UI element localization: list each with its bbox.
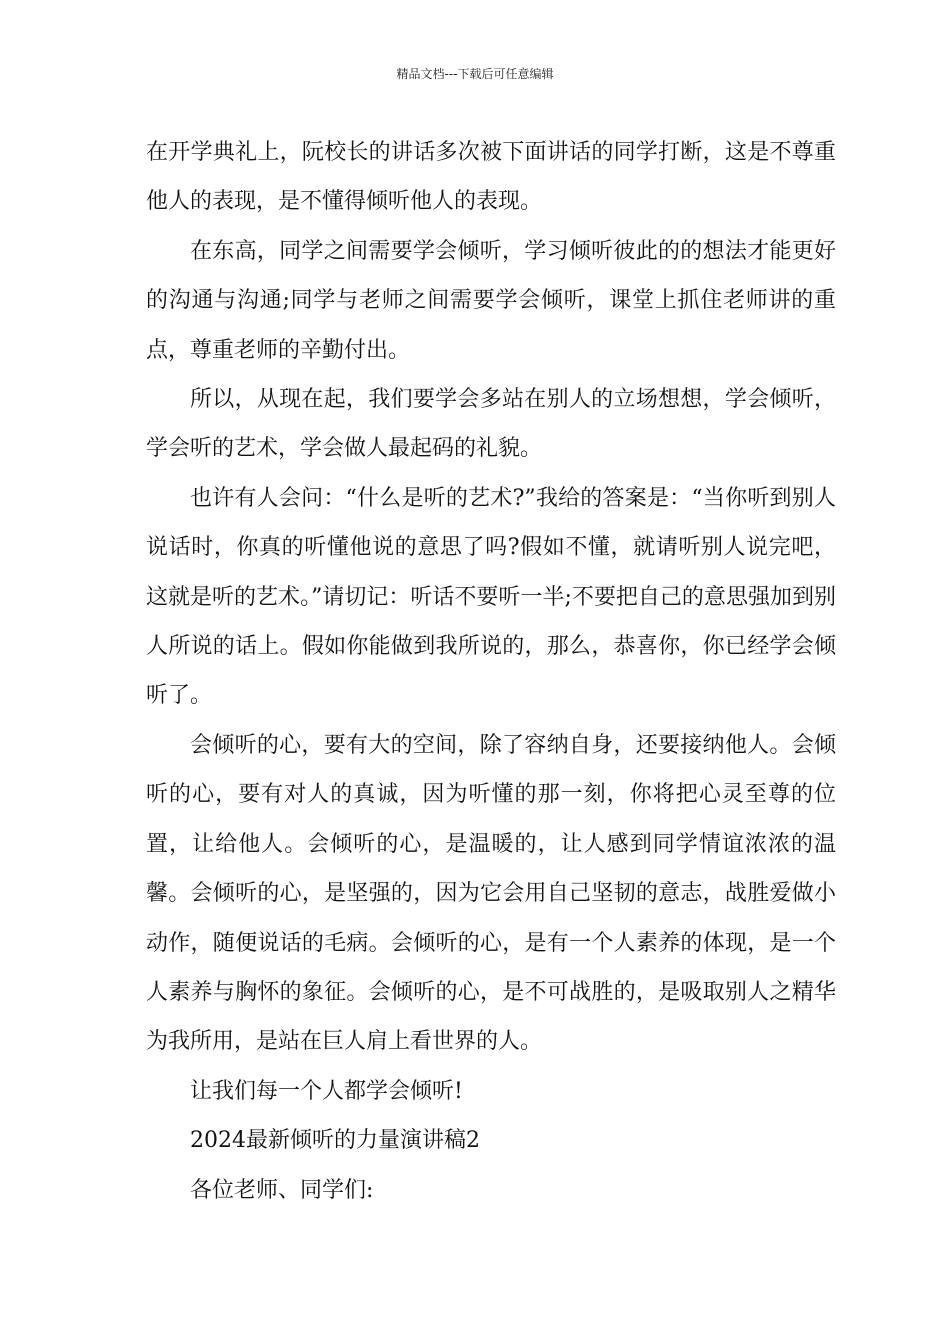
document-body: [146, 128, 836, 1215]
paragraph-2: 在东高，同学之间需要学会倾听，学习倾听彼此的的想法才能更好的沟通与沟通;同学与老师之间需要学会倾听，课堂上抓住老师讲的重点，尊重老师的辛勤付出。: [146, 238, 836, 363]
page-header: 精品文档---下载后可任意编辑: [396, 67, 554, 81]
salutation: 各位老师、同学们:: [190, 1177, 374, 1203]
paragraph-3: 所以，从现在起，我们要学会多站在别人的立场想想，学会倾听，学会听的艺术，学会做人最起码的礼貌。: [146, 387, 836, 462]
paragraph-5: 会倾听的心，要有大的空间，除了容纳自身，还要接纳他人。会倾听的心，要有对人的真诚，因为听懂的那一刻，你将把心灵至尊的位置，让给他人。会倾听的心，是温暖的，让人感到同学情谊浓浓的温馨。会倾听的心，是坚强的，因为它会用自己坚韧的意志，战胜爱做小动作，随便说话的毛病。会倾听的心，是有一个人素养的体现，是一个人素养与胸怀的象征。会倾听的心，是不可战胜的，是吸取别人之精华为我所用，是站在巨人肩上看世界的人。: [146, 732, 836, 1055]
paragraph-4: 也许有人会问：“什么是听的艺术?”我给的答案是：“当你听到别人说话时，你真的听懂他说的意思了吗?假如不懂，就请听别人说完吧，这就是听的艺术。”请切记：听话不要听一半;不要把自己的意思强加到别人所说的话上。假如你能做到我所说的，那么，恭喜你，你已经学会倾听了。: [146, 485, 836, 709]
section-title: 2024最新倾听的力量演讲稿2: [190, 1128, 480, 1154]
paragraph-6: 让我们每一个人都学会倾听!: [190, 1078, 463, 1104]
paragraph-1: 在开学典礼上，阮校长的讲话多次被下面讲话的同学打断，这是不尊重他人的表现，是不懂得倾听他人的表现。: [146, 140, 836, 215]
